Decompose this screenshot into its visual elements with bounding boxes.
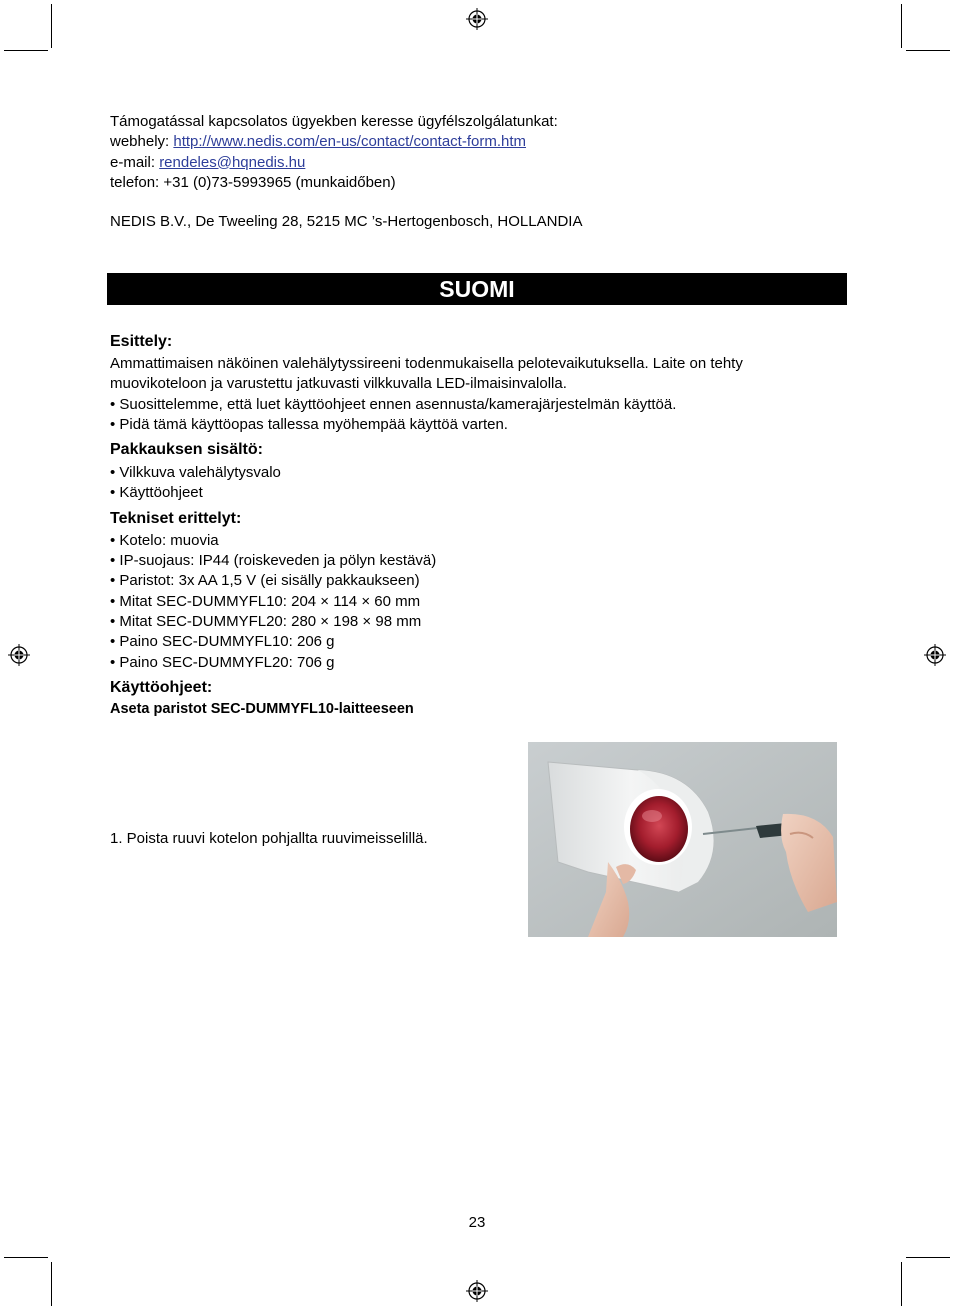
list-item: • Paino SEC-DUMMYFL10: 206 g <box>110 633 335 651</box>
crop-mark <box>4 1257 48 1258</box>
email-line <box>110 153 558 173</box>
crop-mark <box>906 1257 950 1258</box>
crop-mark <box>901 4 902 48</box>
registration-mark-icon <box>8 644 30 666</box>
list-item: • Paino SEC-DUMMYFL20: 706 g <box>110 653 335 671</box>
company-address: NEDIS B.V., De Tweeling 28, 5215 MC ’s-Hertogenbosch, HOLLANDIA <box>110 213 583 230</box>
crop-mark <box>906 50 950 51</box>
website-label: webhely: <box>110 133 174 151</box>
list-item: • Vilkkuva valehälytysvalo <box>110 464 281 482</box>
list-item: • Kotelo: muovia <box>110 531 219 549</box>
page-number: 23 <box>468 1214 486 1231</box>
crop-mark <box>901 1262 902 1306</box>
website-line <box>110 132 558 152</box>
section-heading-usage: Käyttöohjeet: <box>110 678 213 696</box>
intro-bullet: • Pidä tämä käyttöopas tallessa myöhempää käyttöä varten. <box>110 415 508 433</box>
list-item: • Paristot: 3x AA 1,5 V (ei sisälly pakkaukseen) <box>110 572 420 590</box>
list-item: • Mitat SEC-DUMMYFL20: 280 × 198 × 98 mm <box>110 612 422 630</box>
email-link[interactable]: rendeles@hqnedis.hu <box>159 153 306 171</box>
support-intro-text: Támogatással kapcsolatos ügyekben keresse ügyfélszolgálatunkat: <box>110 113 558 130</box>
package-list <box>110 463 830 504</box>
registration-mark-icon <box>466 8 488 30</box>
intro-paragraph: Ammattimaisen näköinen valehälytyssireeni todenmukaisella pelotevaikutuksella. Laite on tehty muovikoteloon ja varustettu jatkuvasti vilkkuvalla LED-ilmaisinvalolla. <box>110 355 743 393</box>
section-heading-specs: Tekniset erittelyt: <box>110 509 242 527</box>
language-banner: SUOMI <box>107 273 847 305</box>
section-heading-package: Pakkauksen sisältö: <box>110 441 263 459</box>
instruction-step: 1. Poista ruuvi kotelon pohjallta ruuvimeisselillä. <box>110 830 428 847</box>
phone-line: telefon: +31 (0)73-5993965 (munkaidőben) <box>110 173 396 191</box>
crop-mark <box>51 1262 52 1306</box>
registration-mark-icon <box>466 1280 488 1302</box>
crop-mark <box>51 4 52 48</box>
usage-subheading: Aseta paristot SEC-DUMMYFL10-laitteeseen <box>110 700 414 717</box>
manual-content <box>110 331 830 719</box>
crop-mark <box>4 50 48 51</box>
list-item: • IP-suojaus: IP44 (roiskeveden ja pölyn kestävä) <box>110 552 437 570</box>
specs-list <box>110 531 830 673</box>
support-contact-block <box>110 112 558 193</box>
list-item: • Mitat SEC-DUMMYFL10: 204 × 114 × 60 mm <box>110 592 421 610</box>
website-link[interactable]: http://www.nedis.com/en-us/contact/contact-form.htm <box>173 133 527 151</box>
registration-mark-icon <box>924 644 946 666</box>
intro-bullet: • Suosittelemme, että luet käyttöohjeet ennen asennusta/kamerajärjestelmän käyttöä. <box>110 395 677 413</box>
section-heading-intro: Esittely: <box>110 333 173 350</box>
product-photo <box>528 742 837 937</box>
email-label: e-mail: <box>110 153 160 171</box>
list-item: • Käyttöohjeet <box>110 484 203 502</box>
